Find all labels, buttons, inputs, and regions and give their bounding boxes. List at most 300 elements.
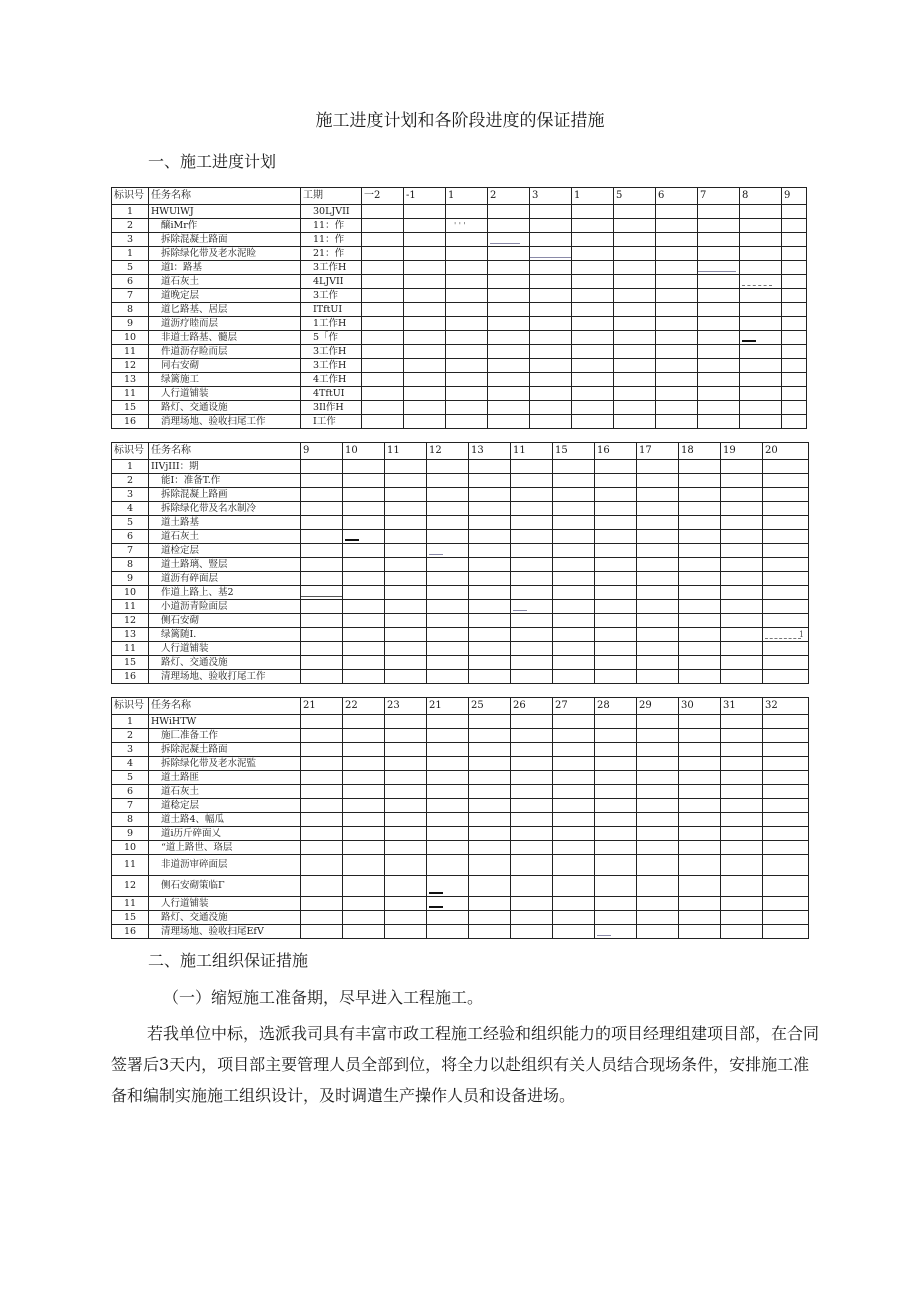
timeline-cell xyxy=(469,855,511,876)
task-name: 道土路璃、豎层 xyxy=(149,558,301,572)
timeline-cell xyxy=(362,275,404,289)
document-title: 施工进度计划和各阶段进度的保证措施 xyxy=(315,111,605,131)
timeline-cell xyxy=(721,600,763,614)
timeline-cell xyxy=(427,715,469,729)
timeline-cell xyxy=(553,841,595,855)
timeline-cell xyxy=(637,572,679,586)
task-duration: 4TftUI xyxy=(301,387,362,401)
timeline-cell xyxy=(301,488,343,502)
timeline-cell xyxy=(343,502,385,516)
timeline-cell xyxy=(530,387,572,401)
timeline-cell xyxy=(404,289,446,303)
timeline-cell xyxy=(301,897,343,911)
timeline-cell xyxy=(595,925,637,939)
task-duration: 4工作H xyxy=(301,373,362,387)
timeline-cell xyxy=(530,331,572,345)
task-id: 1 xyxy=(112,205,149,219)
task-id: 5 xyxy=(112,261,149,275)
col-header-period: 3 xyxy=(530,188,572,205)
timeline-cell xyxy=(721,544,763,558)
timeline-cell xyxy=(511,757,553,771)
timeline-cell xyxy=(698,289,740,303)
timeline-cell xyxy=(469,757,511,771)
timeline-cell xyxy=(343,460,385,474)
timeline-cell xyxy=(698,331,740,345)
timeline-cell xyxy=(679,586,721,600)
timeline-cell xyxy=(595,785,637,799)
col-header-period: 11 xyxy=(385,443,427,460)
task-name: 施匚准备工作 xyxy=(149,729,301,743)
timeline-cell xyxy=(301,474,343,488)
timeline-cell xyxy=(637,715,679,729)
timeline-cell xyxy=(301,516,343,530)
timeline-cell xyxy=(595,813,637,827)
task-row xyxy=(112,729,809,743)
timeline-cell xyxy=(427,729,469,743)
timeline-cell xyxy=(301,600,343,614)
timeline-cell xyxy=(721,642,763,656)
timeline-cell xyxy=(385,743,427,757)
timeline-cell xyxy=(637,799,679,813)
timeline-cell xyxy=(637,855,679,876)
timeline-cell xyxy=(301,715,343,729)
timeline-cell xyxy=(740,233,782,247)
timeline-cell xyxy=(595,670,637,684)
timeline-cell xyxy=(469,544,511,558)
timeline-cell xyxy=(488,373,530,387)
timeline-cell xyxy=(721,502,763,516)
task-row xyxy=(112,586,809,600)
timeline-cell xyxy=(740,289,782,303)
timeline-cell xyxy=(301,656,343,670)
timeline-cell xyxy=(469,474,511,488)
timeline-cell xyxy=(488,219,530,233)
timeline-cell xyxy=(488,415,530,429)
task-name: HWUlWJ xyxy=(149,205,301,219)
timeline-cell xyxy=(637,488,679,502)
timeline-cell xyxy=(721,715,763,729)
task-id: 13 xyxy=(112,628,149,642)
timeline-cell xyxy=(553,516,595,530)
timeline-cell xyxy=(614,303,656,317)
timeline-cell xyxy=(301,530,343,544)
timeline-cell xyxy=(572,415,614,429)
timeline-cell xyxy=(679,502,721,516)
timeline-cell xyxy=(595,743,637,757)
timeline-cell xyxy=(301,614,343,628)
col-header-period: 一2 xyxy=(362,188,404,205)
timeline-cell xyxy=(343,614,385,628)
timeline-cell xyxy=(679,876,721,897)
gantt-bar xyxy=(698,271,736,272)
task-duration: 1工作H xyxy=(301,317,362,331)
timeline-cell xyxy=(385,628,427,642)
timeline-cell xyxy=(679,771,721,785)
timeline-cell xyxy=(595,572,637,586)
timeline-cell xyxy=(343,799,385,813)
timeline-cell xyxy=(698,387,740,401)
timeline-cell xyxy=(553,799,595,813)
timeline-cell xyxy=(385,656,427,670)
timeline-cell xyxy=(446,387,488,401)
timeline-cell xyxy=(698,415,740,429)
task-id: 12 xyxy=(112,614,149,628)
header-row xyxy=(112,698,809,715)
task-duration: 21：作 xyxy=(301,247,362,261)
timeline-cell xyxy=(446,345,488,359)
gantt-bar xyxy=(301,596,343,597)
timeline-cell xyxy=(427,855,469,876)
timeline-cell xyxy=(385,715,427,729)
col-header-period: 25 xyxy=(469,698,511,715)
timeline-cell xyxy=(763,757,809,771)
task-id: 12 xyxy=(112,876,149,897)
timeline-cell xyxy=(698,205,740,219)
col-header-id: 标识号 xyxy=(112,443,149,460)
timeline-cell xyxy=(637,771,679,785)
timeline-cell xyxy=(679,911,721,925)
timeline-cell xyxy=(572,219,614,233)
task-id: 5 xyxy=(112,516,149,530)
task-name: 道晚定层 xyxy=(149,289,301,303)
col-header-task: 任务名称 xyxy=(149,698,301,715)
timeline-cell xyxy=(427,586,469,600)
timeline-cell xyxy=(782,247,807,261)
timeline-cell xyxy=(343,827,385,841)
task-id: 3 xyxy=(112,233,149,247)
timeline-cell xyxy=(343,925,385,939)
timeline-cell xyxy=(763,670,809,684)
timeline-cell xyxy=(740,261,782,275)
timeline-cell xyxy=(469,729,511,743)
task-row xyxy=(112,460,809,474)
timeline-cell xyxy=(614,345,656,359)
task-row xyxy=(112,642,809,656)
timeline-cell xyxy=(511,827,553,841)
timeline-cell xyxy=(427,670,469,684)
timeline-cell xyxy=(721,516,763,530)
timeline-cell xyxy=(763,656,809,670)
timeline-cell xyxy=(637,544,679,558)
timeline-cell xyxy=(343,642,385,656)
timeline-cell xyxy=(301,771,343,785)
timeline-cell xyxy=(362,303,404,317)
task-row xyxy=(112,656,809,670)
timeline-cell xyxy=(637,558,679,572)
timeline-cell xyxy=(637,729,679,743)
task-name: 道沥疗睦而层 xyxy=(149,317,301,331)
timeline-cell xyxy=(614,415,656,429)
task-row xyxy=(112,600,809,614)
col-header-period: 工期 xyxy=(301,188,362,205)
timeline-cell xyxy=(553,656,595,670)
timeline-cell xyxy=(553,460,595,474)
timeline-cell xyxy=(656,205,698,219)
task-id: 15 xyxy=(112,656,149,670)
timeline-cell xyxy=(721,614,763,628)
task-row xyxy=(112,516,809,530)
col-header-period: 8 xyxy=(740,188,782,205)
timeline-cell xyxy=(301,813,343,827)
timeline-cell xyxy=(511,516,553,530)
timeline-cell xyxy=(721,628,763,642)
timeline-cell xyxy=(595,600,637,614)
timeline-cell xyxy=(656,387,698,401)
task-row xyxy=(112,841,809,855)
timeline-cell xyxy=(740,387,782,401)
gantt-table-3 xyxy=(111,697,809,939)
timeline-cell xyxy=(595,855,637,876)
timeline-cell xyxy=(488,261,530,275)
timeline-cell xyxy=(511,715,553,729)
timeline-cell xyxy=(385,516,427,530)
col-header-period: 16 xyxy=(595,443,637,460)
timeline-cell xyxy=(595,827,637,841)
timeline-cell xyxy=(656,401,698,415)
timeline-cell xyxy=(614,401,656,415)
task-name: 绿篱施工 xyxy=(149,373,301,387)
timeline-cell xyxy=(362,345,404,359)
timeline-cell xyxy=(595,614,637,628)
col-header-period: 30 xyxy=(679,698,721,715)
timeline-cell xyxy=(782,219,807,233)
timeline-cell xyxy=(763,827,809,841)
timeline-cell xyxy=(595,771,637,785)
timeline-cell xyxy=(488,345,530,359)
task-duration: ITftUI xyxy=(301,303,362,317)
timeline-cell xyxy=(385,502,427,516)
timeline-cell xyxy=(679,572,721,586)
timeline-cell xyxy=(595,799,637,813)
timeline-cell xyxy=(740,317,782,331)
task-duration: 30LJVII xyxy=(301,205,362,219)
timeline-cell xyxy=(595,544,637,558)
timeline-cell xyxy=(637,841,679,855)
timeline-cell xyxy=(511,488,553,502)
task-id: 15 xyxy=(112,401,149,415)
timeline-cell xyxy=(446,275,488,289)
timeline-cell xyxy=(763,785,809,799)
timeline-cell xyxy=(530,359,572,373)
timeline-cell xyxy=(782,387,807,401)
task-id: 12 xyxy=(112,359,149,373)
timeline-cell xyxy=(530,373,572,387)
timeline-cell xyxy=(301,911,343,925)
timeline-cell xyxy=(763,855,809,876)
task-name: 人行道铺装 xyxy=(149,897,301,911)
timeline-cell xyxy=(427,897,469,911)
task-row xyxy=(112,799,809,813)
timeline-cell xyxy=(656,331,698,345)
timeline-cell xyxy=(614,205,656,219)
task-id: 2 xyxy=(112,474,149,488)
timeline-cell xyxy=(782,345,807,359)
timeline-cell xyxy=(679,743,721,757)
timeline-cell xyxy=(511,572,553,586)
timeline-cell xyxy=(404,205,446,219)
col-header-period: 6 xyxy=(656,188,698,205)
timeline-cell xyxy=(385,855,427,876)
timeline-cell xyxy=(385,799,427,813)
timeline-cell xyxy=(763,544,809,558)
timeline-cell xyxy=(572,359,614,373)
timeline-cell xyxy=(679,614,721,628)
timeline-cell xyxy=(679,488,721,502)
timeline-cell xyxy=(698,219,740,233)
task-duration: 5「作 xyxy=(301,331,362,345)
timeline-cell xyxy=(679,516,721,530)
timeline-cell xyxy=(595,715,637,729)
timeline-cell xyxy=(637,614,679,628)
task-id: 2 xyxy=(112,729,149,743)
timeline-cell xyxy=(679,841,721,855)
task-row xyxy=(112,205,807,219)
task-name: “道上路世、珞层 xyxy=(149,841,301,855)
timeline-cell xyxy=(721,925,763,939)
timeline-cell xyxy=(385,586,427,600)
timeline-cell xyxy=(362,373,404,387)
timeline-cell xyxy=(446,261,488,275)
timeline-cell xyxy=(614,331,656,345)
task-row xyxy=(112,827,809,841)
timeline-cell xyxy=(553,488,595,502)
timeline-cell xyxy=(637,600,679,614)
timeline-cell xyxy=(469,558,511,572)
timeline-cell xyxy=(385,530,427,544)
timeline-cell xyxy=(553,600,595,614)
task-id: 7 xyxy=(112,799,149,813)
timeline-cell xyxy=(427,925,469,939)
timeline-cell xyxy=(679,670,721,684)
timeline-cell xyxy=(614,373,656,387)
timeline-cell xyxy=(427,558,469,572)
col-header-period: 19 xyxy=(721,443,763,460)
timeline-cell xyxy=(679,656,721,670)
task-id: 15 xyxy=(112,911,149,925)
col-header-period: -1 xyxy=(404,188,446,205)
timeline-cell xyxy=(343,586,385,600)
timeline-cell xyxy=(553,785,595,799)
timeline-cell xyxy=(721,771,763,785)
col-header-id: 标识号 xyxy=(112,188,149,205)
gantt-bar xyxy=(490,243,520,244)
task-row xyxy=(112,614,809,628)
timeline-cell xyxy=(446,373,488,387)
timeline-cell xyxy=(698,275,740,289)
timeline-cell xyxy=(469,785,511,799)
timeline-cell xyxy=(446,317,488,331)
timeline-cell xyxy=(698,345,740,359)
task-name: 路灯、交通设施 xyxy=(149,401,301,415)
timeline-cell xyxy=(301,572,343,586)
timeline-cell xyxy=(343,785,385,799)
gantt-bar xyxy=(765,638,801,639)
timeline-cell xyxy=(763,474,809,488)
col-header-period: 32 xyxy=(763,698,809,715)
timeline-cell xyxy=(637,642,679,656)
timeline-cell xyxy=(511,841,553,855)
timeline-cell xyxy=(404,401,446,415)
timeline-cell xyxy=(530,261,572,275)
timeline-cell xyxy=(488,247,530,261)
task-row xyxy=(112,261,807,275)
timeline-cell xyxy=(385,488,427,502)
timeline-cell xyxy=(530,233,572,247)
timeline-cell xyxy=(427,600,469,614)
task-id: 11 xyxy=(112,642,149,656)
timeline-cell xyxy=(553,911,595,925)
timeline-cell xyxy=(511,799,553,813)
col-header-id: 标识号 xyxy=(112,698,149,715)
timeline-cell xyxy=(553,558,595,572)
task-id: 4 xyxy=(112,502,149,516)
task-id: 1 xyxy=(112,460,149,474)
timeline-cell xyxy=(530,345,572,359)
timeline-cell xyxy=(427,841,469,855)
timeline-cell xyxy=(572,289,614,303)
col-header-period: 7 xyxy=(698,188,740,205)
timeline-cell xyxy=(637,586,679,600)
timeline-cell xyxy=(488,275,530,289)
task-duration: 3工作 xyxy=(301,289,362,303)
timeline-cell xyxy=(446,233,488,247)
timeline-cell xyxy=(488,317,530,331)
timeline-cell xyxy=(572,205,614,219)
timeline-cell xyxy=(511,876,553,897)
timeline-cell xyxy=(385,642,427,656)
timeline-cell xyxy=(679,799,721,813)
task-name: 拆除混凝土路面 xyxy=(149,233,301,247)
timeline-cell xyxy=(427,757,469,771)
timeline-cell xyxy=(488,205,530,219)
task-name: 道匕路基、居层 xyxy=(149,303,301,317)
col-header-period: 20 xyxy=(763,443,809,460)
timeline-cell xyxy=(404,415,446,429)
timeline-cell xyxy=(637,670,679,684)
timeline-cell xyxy=(446,289,488,303)
timeline-cell xyxy=(427,614,469,628)
timeline-cell xyxy=(427,628,469,642)
timeline-cell xyxy=(530,205,572,219)
col-header-period: 18 xyxy=(679,443,721,460)
task-id: 9 xyxy=(112,827,149,841)
timeline-cell xyxy=(427,516,469,530)
timeline-cell xyxy=(343,771,385,785)
timeline-cell xyxy=(614,261,656,275)
timeline-cell xyxy=(385,729,427,743)
timeline-cell xyxy=(446,331,488,345)
task-duration: 3Il作H xyxy=(301,401,362,415)
timeline-cell xyxy=(656,345,698,359)
timeline-cell xyxy=(698,401,740,415)
timeline-cell xyxy=(595,516,637,530)
col-header-period: 11 xyxy=(511,443,553,460)
timeline-cell xyxy=(763,586,809,600)
timeline-cell xyxy=(343,558,385,572)
timeline-cell xyxy=(782,401,807,415)
timeline-cell xyxy=(362,359,404,373)
timeline-cell xyxy=(446,359,488,373)
timeline-cell xyxy=(343,530,385,544)
task-id: 10 xyxy=(112,331,149,345)
task-id: 6 xyxy=(112,530,149,544)
timeline-cell xyxy=(404,275,446,289)
task-duration: 11：作 xyxy=(301,233,362,247)
timeline-cell xyxy=(553,502,595,516)
timeline-cell xyxy=(782,275,807,289)
timeline-cell xyxy=(656,359,698,373)
timeline-cell xyxy=(637,911,679,925)
